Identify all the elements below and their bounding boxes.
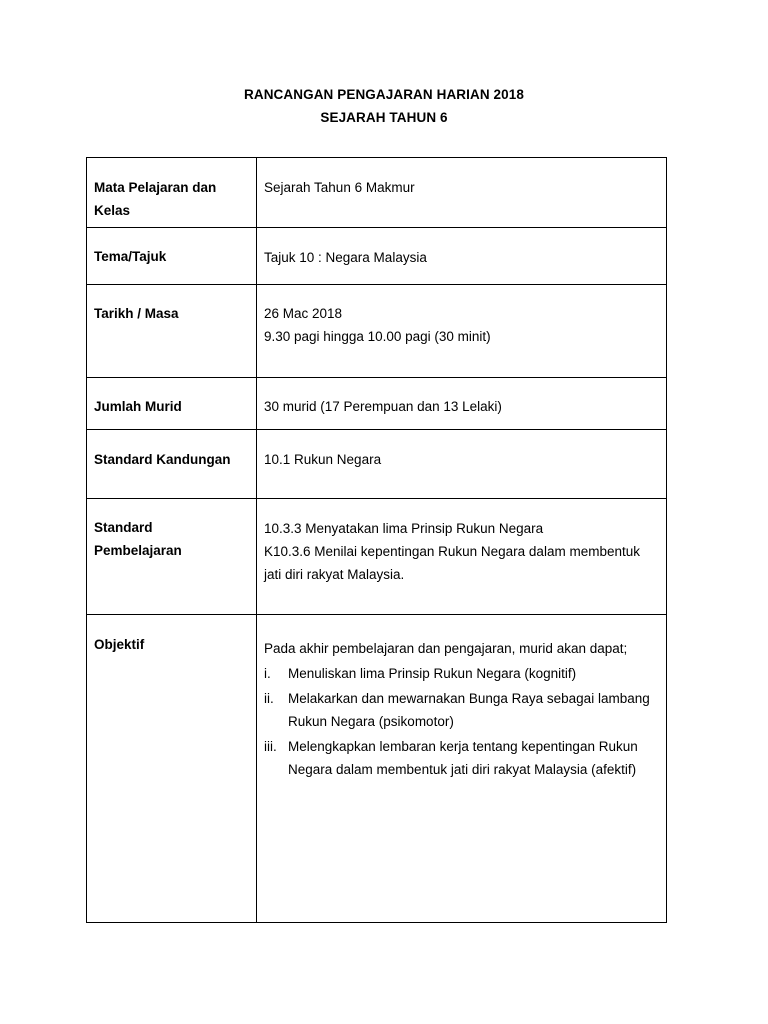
value-text: 30 murid (17 Perempuan dan 13 Lelaki) <box>264 399 502 414</box>
objektif-intro: Pada akhir pembelajaran dan pengajaran, murid akan dapat; <box>264 641 628 656</box>
row-objektif <box>87 615 667 923</box>
value-tarikh <box>257 285 667 378</box>
label-text: Standard Kandungan <box>94 452 231 467</box>
label-jumlah-murid <box>87 378 257 430</box>
sp-line-1: 10.3.3 Menyatakan lima Prinsip Rukun Negara <box>264 521 544 536</box>
row-standard-pembelajaran <box>87 499 667 615</box>
list-item <box>264 687 656 733</box>
value-objektif <box>257 615 667 923</box>
row-jumlah-murid <box>87 378 667 430</box>
row-tarikh <box>87 285 667 378</box>
value-standard-pembelajaran <box>257 499 667 615</box>
list-number: ii. <box>264 691 274 706</box>
objektif-list <box>264 662 656 781</box>
list-number: i. <box>264 666 271 681</box>
row-standard-kandungan <box>87 430 667 499</box>
value-jumlah-murid <box>257 378 667 430</box>
list-text: Melengkapkan lembaran kerja tentang kepentingan Rukun Negara dalam membentuk jati diri rakyat Malaysia (afektif) <box>288 739 638 777</box>
time-text: 9.30 pagi hingga 10.00 pagi (30 minit) <box>264 329 491 344</box>
value-mata-pelajaran <box>257 158 667 228</box>
lesson-plan-table <box>86 157 667 923</box>
label-standard-pembelajaran <box>87 499 257 615</box>
value-text: Tajuk 10 : Negara Malaysia <box>264 250 427 265</box>
document-title: RANCANGAN PENGAJARAN HARIAN 2018 <box>244 87 524 102</box>
label-tema <box>87 228 257 285</box>
label-objektif <box>87 615 257 923</box>
sp-line-2: K10.3.6 Menilai kepentingan Rukun Negara dalam membentuk jati diri rakyat Malaysia. <box>264 544 640 582</box>
list-text: Menuliskan lima Prinsip Rukun Negara (kognitif) <box>288 666 577 681</box>
label-text: Tema/Tajuk <box>94 249 167 264</box>
label-text: Standard Pembelajaran <box>94 520 182 558</box>
value-text: Sejarah Tahun 6 Makmur <box>264 180 415 195</box>
document-subtitle: SEJARAH TAHUN 6 <box>320 110 448 125</box>
value-text: 10.1 Rukun Negara <box>264 452 382 467</box>
date-text: 26 Mac 2018 <box>264 306 343 321</box>
label-mata-pelajaran <box>87 158 257 228</box>
list-text: Melakarkan dan mewarnakan Bunga Raya sebagai lambang Rukun Negara (psikomotor) <box>288 691 650 729</box>
value-tema <box>257 228 667 285</box>
label-tarikh <box>87 285 257 378</box>
label-text: Tarikh / Masa <box>94 306 179 321</box>
value-standard-kandungan <box>257 430 667 499</box>
label-text: Jumlah Murid <box>94 399 182 414</box>
list-item <box>264 662 656 685</box>
list-number: iii. <box>264 739 277 754</box>
row-mata-pelajaran <box>87 158 667 228</box>
label-text: Mata Pelajaran dan Kelas <box>94 180 217 218</box>
list-item <box>264 735 656 781</box>
label-standard-kandungan <box>87 430 257 499</box>
row-tema <box>87 228 667 285</box>
label-text: Objektif <box>94 637 145 652</box>
